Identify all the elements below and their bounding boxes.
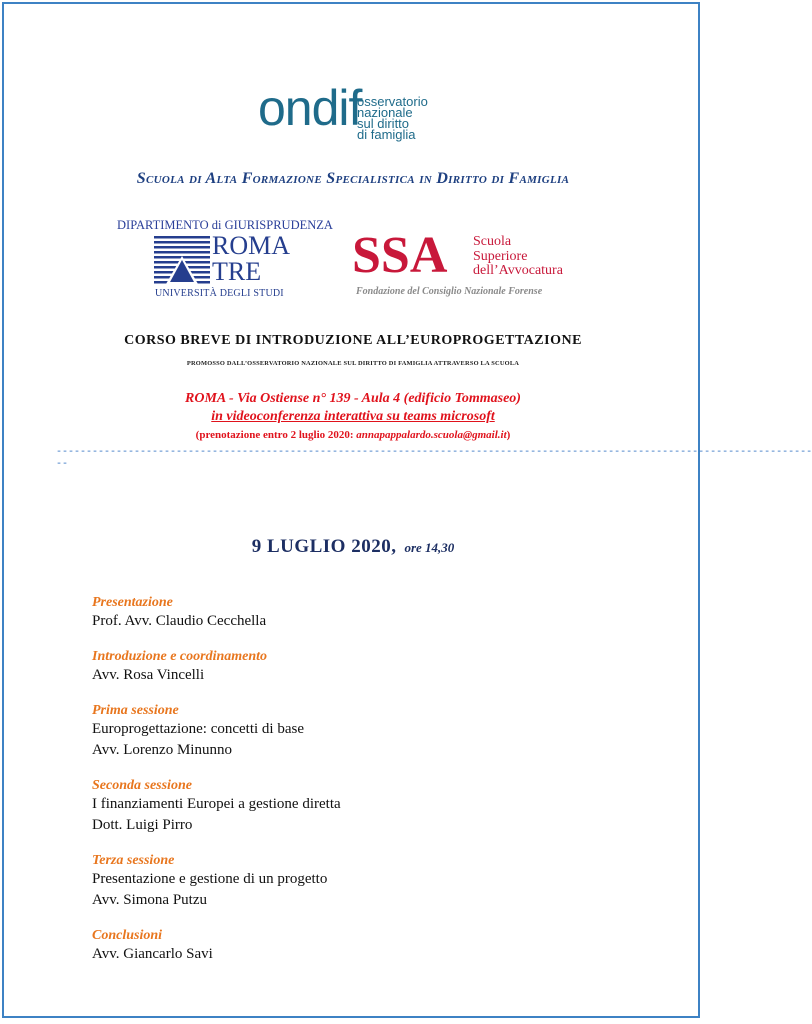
event-date-main: 9 LUGLIO 2020 — [251, 536, 392, 557]
roma-tre-tre: TRE — [212, 257, 262, 286]
session-item — [92, 777, 652, 836]
ondif-logo-subtitle — [357, 96, 428, 140]
event-date — [0, 536, 706, 558]
event-time: ore 14,30 — [404, 540, 455, 555]
separator-tail: -- — [56, 459, 69, 470]
booking-info — [0, 429, 706, 441]
session-speaker: Avv. Lorenzo Minunno — [92, 742, 232, 758]
session-title: Terza sessione — [92, 853, 175, 868]
session-item — [92, 852, 652, 911]
ondif-sub-line: osservatorio — [357, 94, 428, 109]
session-title: Presentazione — [92, 595, 173, 610]
location-videoconference: in videoconferenza interattiva su teams microsoft — [211, 409, 495, 424]
ssa-logo-text — [473, 235, 563, 279]
session-speaker: Avv. Simona Putzu — [92, 892, 207, 908]
session-title: Introduzione e coordinamento — [92, 649, 268, 664]
ondif-sub-line: nazionale — [357, 105, 413, 120]
ondif-logo-word: ondif — [258, 80, 362, 136]
roma-tre-emblem-icon — [154, 234, 210, 290]
session-item — [92, 648, 652, 686]
ssa-line: dell’Avvocatura — [473, 263, 563, 278]
separator-dashes: ------------------------------------------------------------------------------------------------------------------------------ — [56, 447, 812, 458]
session-speaker: Avv. Giancarlo Savi — [92, 946, 213, 962]
roma-tre-roma: ROMA — [212, 231, 291, 260]
program-list — [92, 594, 652, 981]
ssa-line: Scuola — [473, 234, 512, 249]
session-speaker: Avv. Rosa Vincelli — [92, 667, 205, 683]
session-item — [92, 594, 652, 632]
session-title: Prima sessione — [92, 703, 179, 718]
event-date-comma: , — [391, 536, 397, 557]
session-topic: Europrogettazione: concetti di base — [92, 721, 304, 737]
ondif-sub-line: sul diritto — [357, 116, 410, 131]
session-title: Conclusioni — [92, 928, 163, 943]
separator-line — [56, 447, 812, 471]
ssa-logo-acronym: SSA — [352, 227, 448, 284]
ondif-sub-line: di famiglia — [357, 127, 416, 142]
session-speaker: Dott. Luigi Pirro — [92, 817, 193, 833]
session-title: Seconda sessione — [92, 778, 192, 793]
session-item — [92, 702, 652, 761]
course-title: CORSO BREVE DI INTRODUZIONE ALL’EUROPROGETTAZIONE — [124, 333, 582, 348]
school-title: Scuola di Alta Formazione Specialistica in Diritto di Famiglia — [136, 170, 570, 187]
ssa-foundation: Fondazione del Consiglio Nazionale Forense — [356, 286, 543, 297]
booking-prefix: (prenotazione entro 2 luglio 2020: — [195, 429, 357, 441]
roma-tre-department: DIPARTIMENTO di GIURISPRUDENZA — [117, 218, 333, 232]
session-speaker: Prof. Avv. Claudio Cecchella — [92, 613, 267, 629]
session-topic: I finanziamenti Europei a gestione diretta — [92, 796, 341, 812]
booking-email-link[interactable]: annapappalardo.scuola@gmail.it — [356, 429, 507, 441]
session-item — [92, 927, 652, 965]
booking-suffix: ) — [506, 429, 511, 441]
roma-tre-university: UNIVERSITÀ DEGLI STUDI — [155, 288, 284, 299]
ssa-line: Superiore — [473, 248, 528, 264]
session-topic: Presentazione e gestione di un progetto — [92, 871, 328, 887]
location-address: ROMA - Via Ostiense n° 139 - Aula 4 (edificio Tommaseo) — [185, 391, 521, 406]
promoter-line: PROMOSSO DALL’OSSERVATORIO NAZIONALE SUL DIRITTO DI FAMIGLIA ATTRAVERSO LA SCUOLA — [186, 360, 520, 367]
